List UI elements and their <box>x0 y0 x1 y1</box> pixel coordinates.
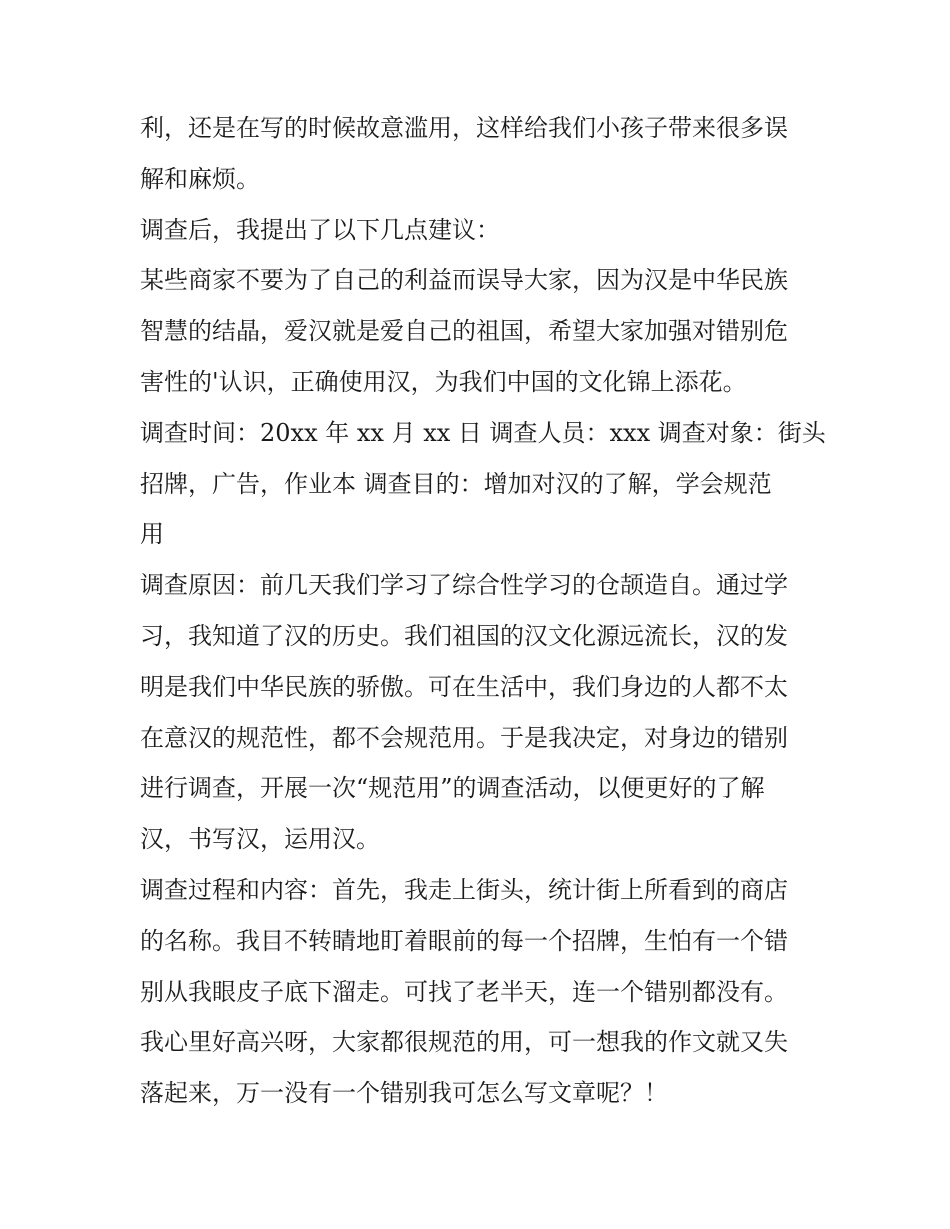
text-line: 别从我眼皮子底下溜走。可找了老半天，连一个错别都没有。 <box>140 977 788 1006</box>
text-line: 害性的'认识，正确使用汉，为我们中国的文化锦上添花。 <box>140 367 747 396</box>
text-line: 智慧的结晶，爱汉就是爱自己的祖国，希望大家加强对错别危 <box>140 317 788 346</box>
text-line: 调查过程和内容：首先，我走上街头，统计街上所看到的商店 <box>140 875 788 904</box>
text-line: 明是我们中华民族的骄傲。可在生活中，我们身边的人都不太 <box>140 672 788 701</box>
text-line: 汉，书写汉，运用汉。 <box>140 825 380 854</box>
text-line: 的名称。我目不转睛地盯着眼前的每一个招牌，生怕有一个错 <box>140 926 788 955</box>
text-line: 调查后，我提出了以下几点建议： <box>140 215 500 244</box>
text-line: 用 <box>140 520 164 549</box>
text-line: 利，还是在写的时候故意滥用，这样给我们小孩子带来很多误 <box>140 114 788 142</box>
text-line: 在意汉的规范性，都不会规范用。于是我决定，对身边的错别 <box>140 723 788 752</box>
text-line: 调查原因：前几天我们学习了综合性学习的仓颉造自。通过学 <box>140 571 788 600</box>
text-line: 我心里好高兴呀，大家都很规范的用，可一想我的作文就又失 <box>140 1028 788 1057</box>
text-line: 解和麻烦。 <box>140 164 260 193</box>
document-body <box>140 103 826 1119</box>
text-line: 落起来，万一没有一个错别我可怎么写文章呢？！ <box>140 1079 668 1108</box>
text-line: 某些商家不要为了自己的利益而误导大家，因为汉是中华民族 <box>140 266 788 295</box>
text-line: 习，我知道了汉的历史。我们祖国的汉文化源远流长，汉的发 <box>140 621 788 650</box>
text-line: 招牌，广告，作业本 调查目的：增加对汉的了解，学会规范 <box>140 469 772 498</box>
text-line: 调查时间：20xx 年 xx 月 xx 日 调查人员：xxx 调查对象：街头 <box>140 418 826 447</box>
text-line: 进行调查，开展一次“规范用”的调查活动，以便更好的了解 <box>140 774 765 803</box>
